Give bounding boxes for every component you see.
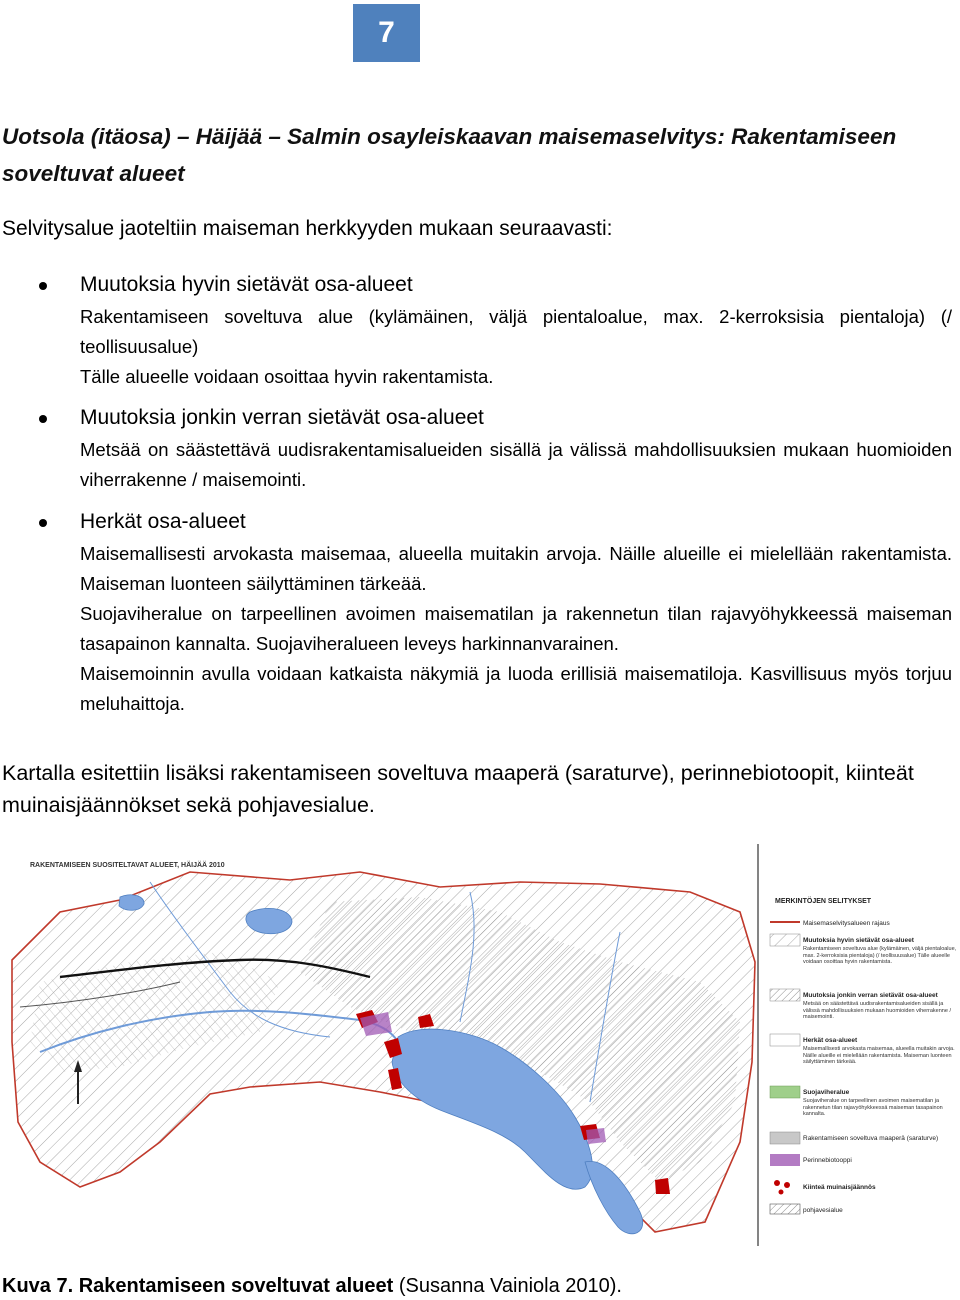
list-item-line: Maisemallisesti arvokasta maisemaa, alueella muitakin arvoja. Näille alueille ei mielellään rakentamista. Maiseman luonteen säilyttäminen tärkeää. — [80, 543, 952, 594]
green-swatch — [770, 1086, 800, 1098]
section-heading: Uotsola (itäosa) – Häijää – Salmin osayleiskaavan maisemaselvitys: Rakentamiseen soveltuvat alueet — [2, 124, 897, 186]
legend-label: Kiinteä muinaisjäännös — [803, 1184, 876, 1191]
grey-swatch — [770, 1132, 800, 1144]
heritage-biotope-area — [586, 1128, 606, 1144]
caption-title: Rakentamiseen soveltuvat alueet — [78, 1275, 394, 1297]
legend-desc-box — [803, 1001, 959, 1027]
figure-caption — [2, 1273, 622, 1299]
legend-desc-box — [803, 946, 959, 980]
legend-desc-box — [803, 1046, 959, 1080]
page-number-badge — [353, 4, 420, 62]
legend-description: Metsää on säästettävä uudisrakentamisalueiden sisällä ja välissä mahdollisuuksien mukaan huomioiden viherrakenne / maisemointi. — [803, 1001, 951, 1020]
list-item-line: Suojaviheralue on tarpeellinen avoimen maisematilan ja rakennetun tilan rajavyöhykkeessä maiseman tasapainon kannalta. Suojaviheralueen leveys harkinnanvarainen. — [80, 603, 952, 654]
list-item-line: Maisemoinnin avulla voidaan katkaista näkymiä ja luoda erillisiä maisematiloja. Kasvillisuus myös torjuu meluhaittoja. — [80, 663, 952, 714]
small-lake — [119, 895, 144, 910]
list-item-title: Muutoksia jonkin verran sietävät osa-alueet — [80, 406, 484, 429]
bullet-icon — [39, 282, 47, 290]
legend-label: Muutoksia hyvin sietävät osa-alueet — [803, 937, 914, 944]
legend-description: Maisemallisesti arvokasta maisemaa, alueella muitakin arvoja. Näille alueille ei mielellään rakentamista. Maiseman luonteen säilyttäminen tärkeää. — [803, 1046, 955, 1065]
bullet-icon — [39, 519, 47, 527]
legend-desc-box — [803, 1098, 959, 1126]
intro-text: Selvitysalue jaoteltiin maiseman herkkyyden mukaan seuraavasti: — [2, 217, 613, 240]
list-item-body — [80, 435, 952, 495]
list-item-line: Metsää on säästettävä uudisrakentamisalueiden sisällä ja välissä mahdollisuuksien mukaan huomioiden viherrakenne / maisemointi. — [80, 439, 952, 490]
plain-swatch — [770, 1034, 800, 1046]
list-item — [0, 268, 952, 392]
legend-label: Suojaviheralue — [803, 1089, 850, 1096]
sensitive-area — [655, 1178, 670, 1194]
purple-swatch — [770, 1154, 800, 1166]
bullet-icon — [39, 415, 47, 423]
list-item-body — [80, 302, 952, 392]
map-legend — [770, 896, 959, 1214]
legend-title: MERKINTÖJEN SELITYKSET — [775, 898, 872, 905]
legend-label: Muutoksia jonkin verran sietävät osa-alueet — [803, 992, 938, 999]
page-number: 7 — [378, 16, 395, 49]
sensitivity-list — [0, 268, 960, 719]
hatch-dense-swatch — [770, 989, 800, 1001]
list-item — [0, 401, 952, 495]
map-figure — [0, 842, 960, 1250]
map-svg — [0, 842, 960, 1250]
legend-label: Herkät osa-alueet — [803, 1037, 858, 1044]
legend-description: Suojaviheralue on tarpeellinen avoimen maisematilan ja rakennetun tilan rajavyöhykkeessä maiseman tasapainon kannalta. — [803, 1098, 943, 1117]
red-dots-swatch — [774, 1180, 790, 1195]
list-item — [0, 505, 952, 719]
list-item-title: Herkät osa-alueet — [80, 510, 246, 533]
list-item-body — [80, 539, 952, 719]
legend-label: pohjavesialue — [803, 1207, 843, 1214]
closing-paragraph: Kartalla esitettiin lisäksi rakentamiseen soveltuva maaperä (saraturve), perinnebiotoopit, kiinteät muinaisjäännökset sekä pohjavesialue. — [2, 761, 914, 817]
map-title: RAKENTAMISEEN SUOSITELTAVAT ALUEET, HÄIJÄÄ 2010 — [30, 862, 225, 869]
hatch-box-swatch — [770, 1204, 800, 1214]
legend-label: Perinnebiotooppi — [803, 1157, 852, 1164]
list-item-title: Muutoksia hyvin sietävät osa-alueet — [80, 273, 413, 296]
caption-label: Kuva 7. — [2, 1275, 74, 1297]
legend-label: Rakentamiseen soveltuva maaperä (saraturve) — [803, 1135, 939, 1142]
caption-source: (Susanna Vainiola 2010). — [398, 1275, 622, 1297]
legend-description: Rakentamiseen soveltuva alue (kylämäinen, väljä pientaloalue, max. 2-kerroksisia pientaloja) (/ teollisuusalue) Tälle alueelle voidaan osoittaa hyvin rakentamista. — [803, 946, 957, 965]
list-item-line: Tälle alueelle voidaan osoittaa hyvin rakentamista. — [80, 366, 494, 387]
legend-label: Maisemaselvitysalueen rajaus — [803, 920, 890, 927]
list-item-line: Rakentamiseen soveltuva alue (kylämäinen, väljä pientaloalue, max. 2-kerroksisia pientaloja) (/ teollisuusalue) — [80, 306, 952, 357]
hatch-light-swatch — [770, 934, 800, 946]
